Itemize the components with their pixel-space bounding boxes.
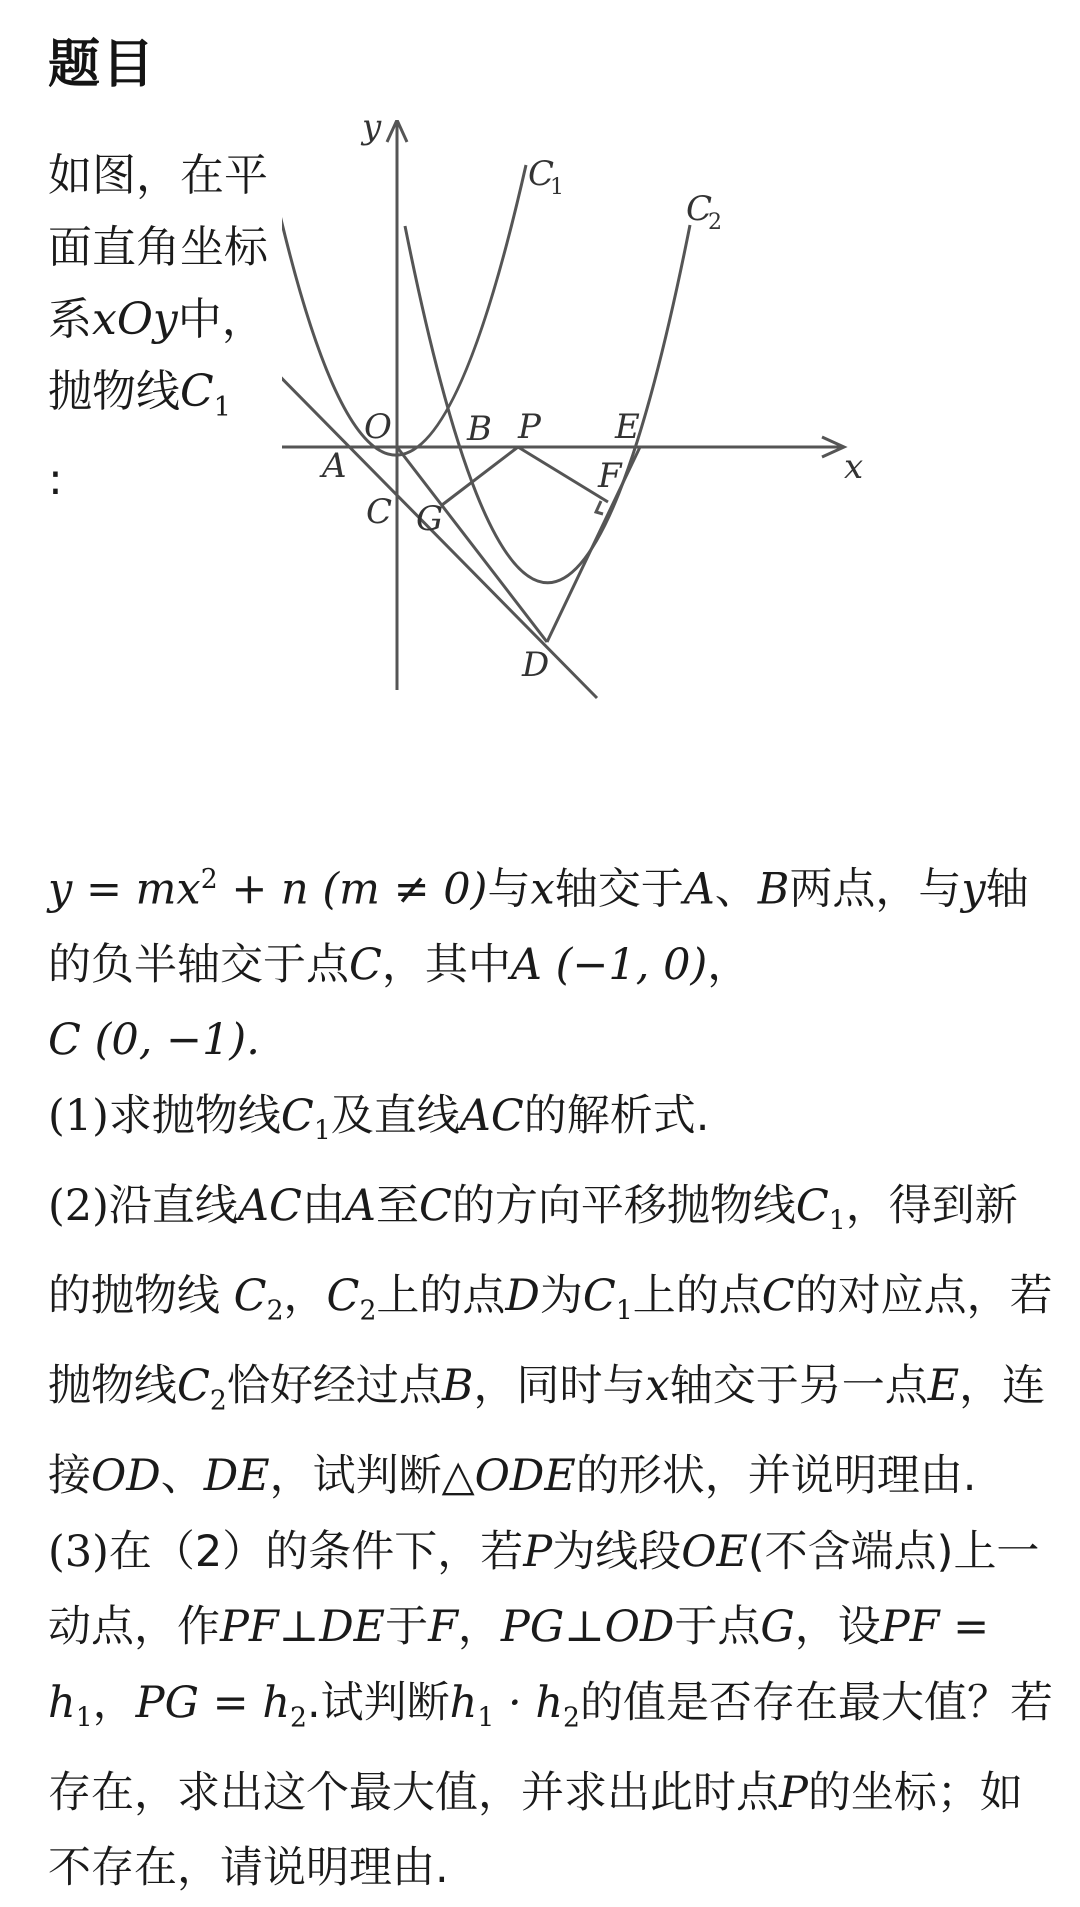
intro-line-5: : <box>48 453 63 505</box>
right-angle-mark <box>596 501 603 514</box>
label-x: x <box>844 447 864 487</box>
problem-intro <box>48 140 298 516</box>
label-c1-sub: 1 <box>550 175 564 200</box>
problem-body <box>48 842 1058 1907</box>
parabola-figure <box>282 120 882 710</box>
label-g: G <box>416 499 444 539</box>
intro-line-3: 系xOy中， <box>48 294 266 345</box>
label-y: y <box>362 120 382 147</box>
question-2: (2)沿直线AC由A至C的方向平移抛物线$C_1$，得到新的抛物线 $C_2$，$C_2$上的点D为$C_1$上的点C的对应点，若抛物线$C_2$恰好经过点B，同时与x轴交于另一点E，连接OD、DE，试判断△ODE的形状，并说明理由. <box>48 1180 1053 1502</box>
label-d: D <box>522 645 550 685</box>
page-title: 题目 <box>48 35 157 95</box>
intro-line-2: 面直角坐标 <box>48 222 268 273</box>
label-p: P <box>518 407 541 447</box>
intro-line-1: 如图，在平 <box>48 150 268 201</box>
segment-pf <box>518 447 608 502</box>
label-o: O <box>364 407 392 447</box>
question-3: (3)在（2）的条件下，若P为线段OE(不含端点)上一动点，作PF⊥DE于F，PG⊥OD于点G，设PF = $h_1$，PG = $h_2$.试判断$h_1 \cdot h_2$的值是否存在最大值？若存在，求出这个最大值，并求出此时点P的坐标；如不存在，请说明理由. <box>48 1526 1053 1894</box>
question-1: (1)求抛物线$C_1$及直线AC的解析式. <box>48 1090 710 1147</box>
label-c: C <box>366 492 393 532</box>
parabola-c2 <box>405 225 690 583</box>
segment-pg <box>442 447 518 505</box>
label-c2-sub: 2 <box>708 210 722 235</box>
segment-od <box>397 447 547 642</box>
label-e: E <box>615 407 640 447</box>
label-c1: C <box>528 154 555 194</box>
figure-labels <box>319 120 863 685</box>
label-a: A <box>322 446 347 486</box>
segment-de <box>547 447 640 642</box>
problem-statement: $y = mx^2 + n$ (m ≠ 0)与x轴交于A、B两点，与y轴的负半轴交于点C，其中A (−1, 0)， C (0, −1). <box>48 864 1029 1066</box>
intro-line-4: 抛物线$C_1$ <box>48 366 232 423</box>
label-c2: C <box>686 189 713 229</box>
label-b: B <box>467 409 492 449</box>
label-f: F <box>598 456 622 496</box>
